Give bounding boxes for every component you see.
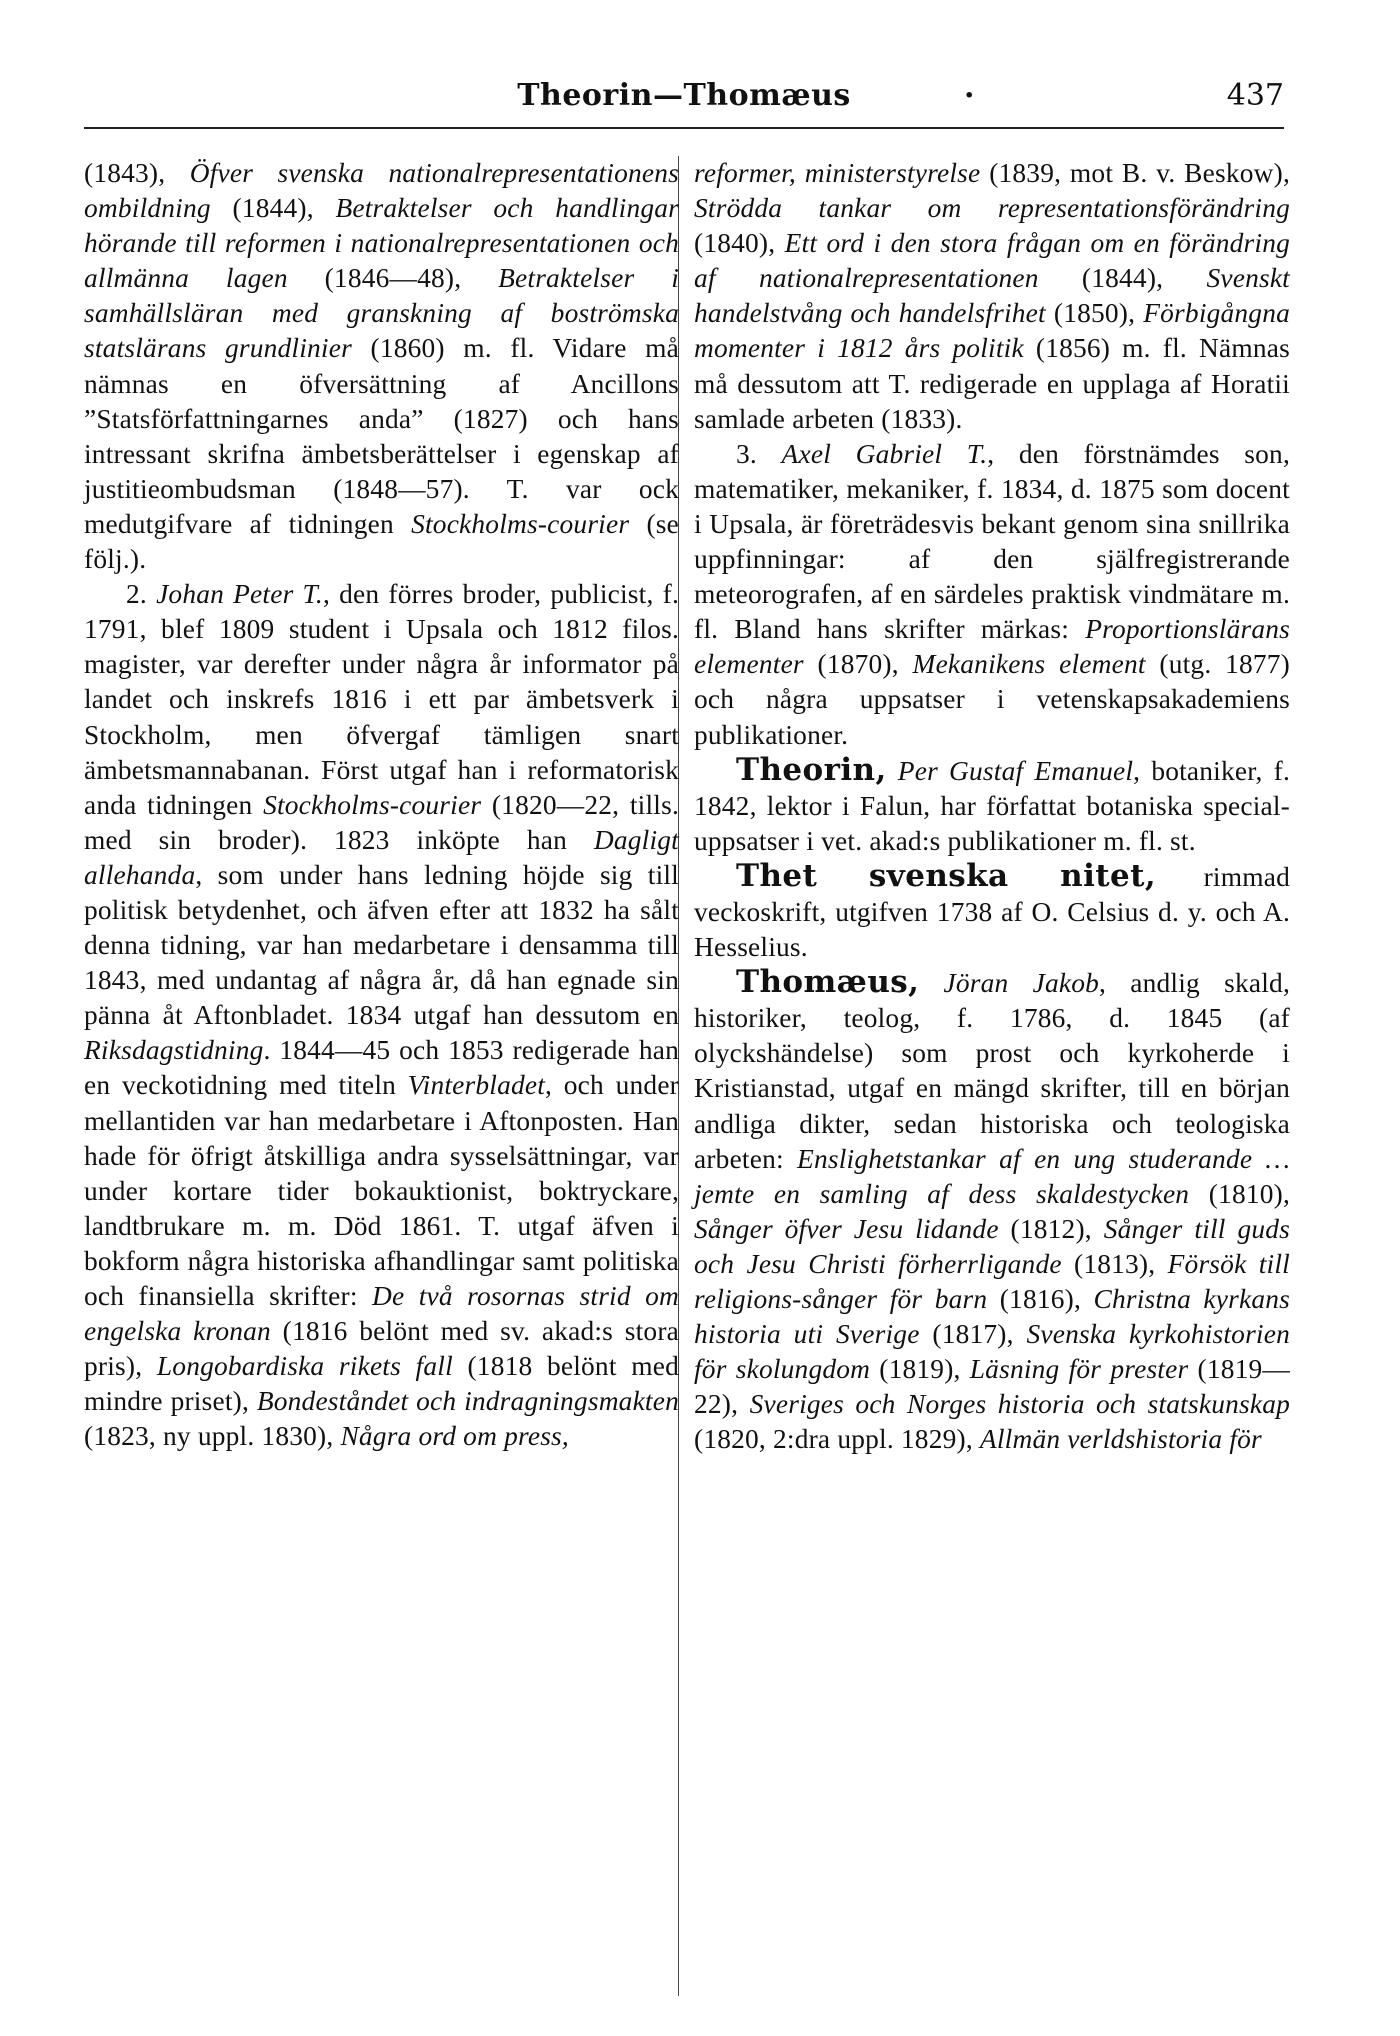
work-title: Några ord om press, xyxy=(340,1421,569,1452)
entry-thet-svenska-nitet xyxy=(694,859,1290,965)
paragraph-continued-titles xyxy=(694,156,1290,437)
text-run: (1846—48), xyxy=(287,263,499,294)
work-title: Riksdagstidning xyxy=(84,1035,264,1066)
work-title: Försök till religions-sånger för barn xyxy=(694,1248,1290,1314)
text-run: (1856) m. fl. Nämnas må dessutom att T. redigerade en upplaga af Horatii samlade arbeten (1833). xyxy=(694,333,1290,434)
text-run: (1813), xyxy=(1061,1248,1168,1279)
text-run xyxy=(919,968,943,998)
entry-number: 2. xyxy=(126,579,157,610)
work-title: Sånger öfver Jesu lidande xyxy=(694,1213,999,1244)
right-column xyxy=(694,156,1290,1457)
text-run: (1844), xyxy=(1038,263,1207,294)
text-run: , den förstnämdes son, matematiker, mekaniker, f. 1834, d. 1875 som docent i Upsala, är företrädesvis bekant genom sina snillrika uppfinningar: af den själfregistrerande meteorografen, af en särdeles praktisk vindmätare m. fl. Bland hans skrifter märkas: xyxy=(694,438,1290,645)
text-run: (1816), xyxy=(987,1284,1094,1314)
entry-headword: Thomæus, xyxy=(736,964,920,1001)
text-run: . 1844—45 och 1853 redigerade han en veckotidning med titeln xyxy=(84,1035,679,1101)
entry-headword: Thet svenska nitet, xyxy=(736,857,1157,894)
text-run: rimmad veckoskrift, utgifven 1738 af O. Celsius d. y. och A. Hesselius. xyxy=(694,861,1290,963)
text-run: (1860) m. fl. Vidare må nämnas en öfversättning af Ancillons ”Statsförfattningarnes anda” (1827) och hans intressant skrifna ämbetsberättelser i egenskap af justitieombudsman (1848—57). T. var ock medutgifvare af tidningen xyxy=(84,333,680,539)
work-title: Stockholms-courier xyxy=(263,789,482,820)
work-title: Öfver svenska nationalrepresentationens ombildning xyxy=(84,158,679,224)
work-title: Longobardiska rikets fall xyxy=(156,1351,453,1382)
text-run: (se följ.). xyxy=(84,508,679,575)
work-title: Strödda tankar om representationsförändring xyxy=(694,193,1290,224)
page-number: 437 xyxy=(1226,78,1284,113)
entry-thomaeus xyxy=(694,965,1290,1457)
work-title: Ett ord i den stora frågan om en förändring af nationalrepresentationen xyxy=(694,228,1290,294)
work-title: Svenska kyrkohistorien för skolungdom xyxy=(694,1319,1290,1385)
text-run: (utg. 1877) och några uppsatser i vetenskapsakademiens publikationer. xyxy=(694,649,1290,750)
work-title: Enslighetstankar af en ung studerande … jemte en samling af dess skaldestycken xyxy=(694,1143,1290,1209)
header-dot: · xyxy=(964,78,975,113)
person-name: Jöran Jakob xyxy=(943,968,1100,999)
work-title: Förbigångna momenter i 1812 års politik xyxy=(694,298,1290,364)
text-run: (1810), xyxy=(1189,1178,1291,1209)
text-run: (1816 belönt med sv. akad:s stora pris), xyxy=(84,1316,679,1382)
work-title: Christna kyrkans historia uti Sverige xyxy=(694,1284,1290,1350)
person-name: Axel Gabriel T. xyxy=(781,438,988,469)
work-title: Bondeståndet och indragningsmakten xyxy=(256,1386,679,1417)
entry-headword: Theorin, xyxy=(736,751,887,788)
person-name: Per Gustaf Emanuel xyxy=(897,755,1134,786)
running-head: Theorin—Thomæus xyxy=(517,78,851,113)
text-run: (1823, ny uppl. 1830), xyxy=(84,1421,341,1452)
entry-johan-peter xyxy=(84,577,679,1454)
text-run: , botaniker, f. 1842, lektor i Falun, har författat botaniska special-uppsatser i vet. akad:s publikationer m. fl. st. xyxy=(694,755,1290,856)
text-run: (1843), xyxy=(84,158,190,188)
work-title: Sveriges och Norges historia och statskunskap xyxy=(749,1389,1290,1420)
text-run: (1870), xyxy=(803,649,913,680)
text-run: (1812), xyxy=(998,1213,1104,1244)
text-run xyxy=(887,756,898,786)
work-title: Betraktelser och handlingar hörande till reformen i nationalrepresentationen och allmänna lagen xyxy=(84,193,679,294)
work-title: Svenskt handelstvång och handelsfrihet xyxy=(694,263,1290,329)
work-title: Allmän verldshistoria för xyxy=(979,1424,1262,1455)
text-run: (1840), xyxy=(694,228,785,259)
text-run: (1850), xyxy=(1045,298,1144,329)
entry-number: 3. xyxy=(736,438,782,469)
text-run: (1839, mot B. v. Beskow), xyxy=(980,158,1291,188)
text-run: , andlig skald, historiker, teolog, f. 1786, d. 1845 (af olyckshändelse) som prost och kyrkoherde i Kristianstad, utgaf en mängd skrifter, till en början andliga dikter, sedan historiska och teologiska arbeten: xyxy=(694,968,1290,1174)
text-run: (1818 belönt med mindre priset), xyxy=(84,1351,679,1417)
paragraph-nationalrepresentation xyxy=(84,156,679,577)
text-run: (1817), xyxy=(919,1319,1027,1350)
person-name: Johan Peter T. xyxy=(156,579,323,610)
text-run: (1819), xyxy=(870,1354,970,1385)
work-title: Läsning för prester xyxy=(969,1354,1189,1385)
work-title: Betraktelser i samhällsläran med granskning af boströmska statslärans grundlinier xyxy=(84,263,680,364)
text-run: (1819—22), xyxy=(694,1354,1290,1420)
work-title: Mekanikens element xyxy=(912,649,1146,680)
work-title: Sånger till guds och Jesu Christi förherrligande xyxy=(694,1213,1290,1279)
page-header xyxy=(84,78,1284,124)
text-run: (1820, 2:dra uppl. 1829), xyxy=(694,1424,980,1455)
entry-theorin xyxy=(694,753,1290,859)
work-title: Proportionslärans elementer xyxy=(694,614,1290,680)
text-run: , och under mellantiden var han medarbetare i Aftonposten. Han hade för öfrigt åtskilliga andra sysselsättningar, var under kortare tider bokauktionist, boktryckare, landtbrukare m. m. Död 1861. T. utgaf äfven i bokform några historiska afhandlingar samt politiska och finansiella skrifter: xyxy=(84,1070,679,1311)
work-title: Dagligt allehanda xyxy=(84,824,679,890)
header-rule xyxy=(84,127,1284,129)
work-title: Stockholms-courier xyxy=(411,508,630,539)
text-run: (1820—22, tills. med sin broder). 1823 inköpte han xyxy=(84,789,679,855)
work-title: De två rosornas strid om engelska kronan xyxy=(84,1281,679,1347)
work-title: reformer, ministerstyrelse xyxy=(694,158,981,188)
work-title: Vinterbladet xyxy=(407,1070,546,1101)
left-column xyxy=(84,156,679,1454)
text-run: (1844), xyxy=(210,193,336,224)
entry-axel-gabriel xyxy=(694,437,1290,753)
text-run: , den förres broder, publicist, f. 1791, blef 1809 student i Upsala och 1812 filos. magister, var derefter under några år informator på landet och inskrefs 1816 i ett par ämbetsverk i Stockholm, men öfvergaf tämligen snart ämbetsmannabanan. Först utgaf han i reformatorisk anda tidningen xyxy=(84,579,679,820)
text-run: , som under hans ledning höjde sig till politisk betydenhet, och äfven efter att 1832 ha sålt denna tidning, var han medarbetare i densamma till 1843, med undantag af några år, då han egnade sin pänna åt Aftonbladet. 1834 utgaf han dessutom en xyxy=(84,859,679,1031)
